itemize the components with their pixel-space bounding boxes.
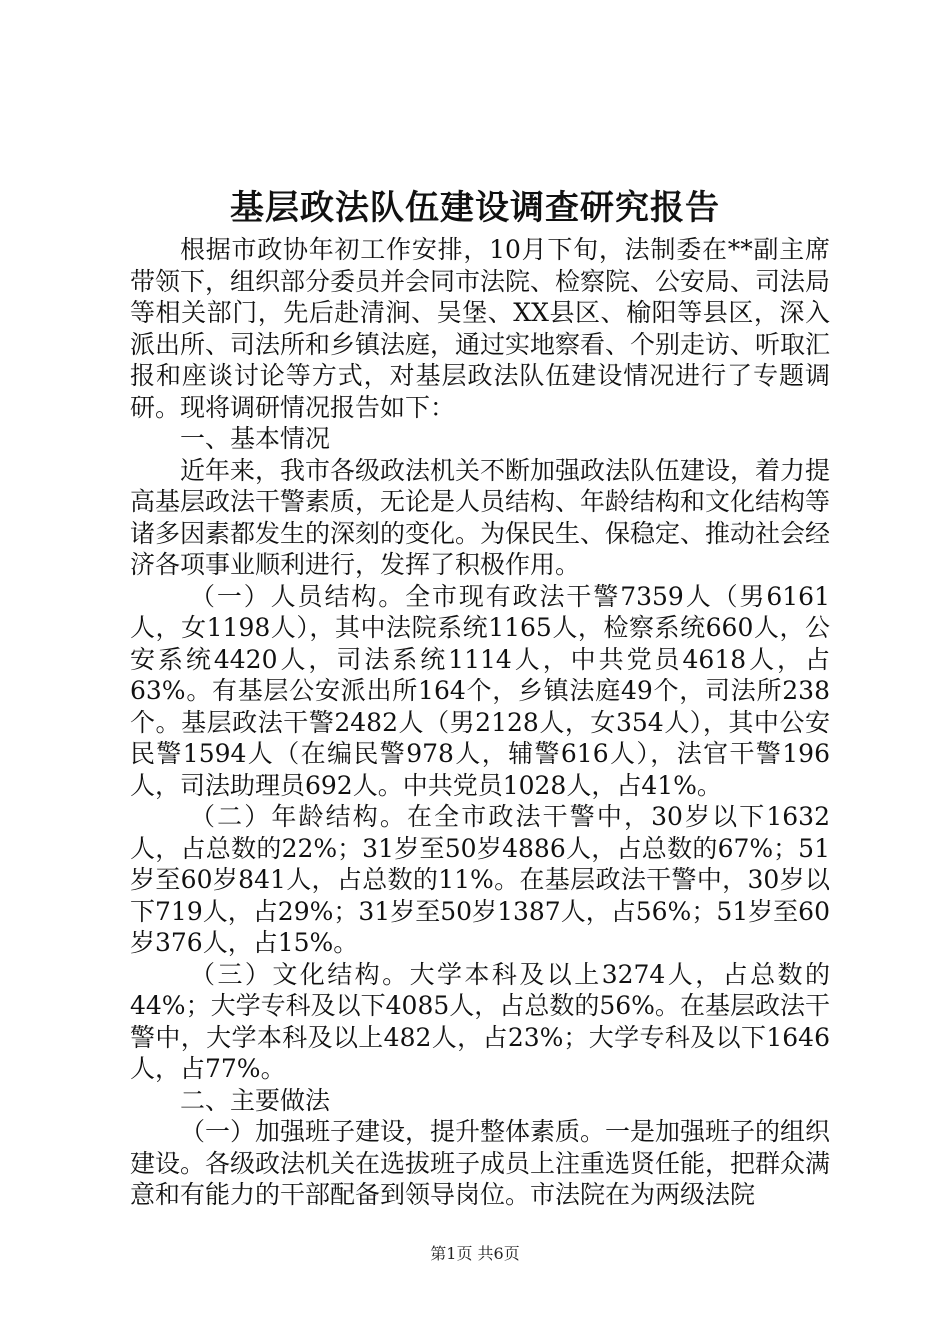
overview-paragraph: 近年来，我市各级政法机关不断加强政法队伍建设，着力提高基层政法干警素质，无论是人员结构、年龄结构和文化结构等诸多因素都发生的深刻的变化。为保民生、保稳定、推动社会经济各项事业顺利进行，发挥了积极作用。: [130, 455, 831, 579]
leadership-building-paragraph: （一）加强班子建设，提升整体素质。一是加强班子的组织建设。各级政法机关在选拔班子成员上注重选贤任能，把群众满意和有能力的干部配备到领导岗位。市法院在为两级法院: [130, 1117, 831, 1209]
document-body: [130, 234, 830, 1211]
section-heading-basic-situation: 一、基本情况: [180, 424, 331, 453]
education-structure-paragraph: （三）文化结构。大学本科及以上3274人，占总数的44%；大学专科及以下4085人，占总数的56%。在基层政法干警中，大学本科及以上482人，占23%；大学专科及以下1646人，占77%。: [130, 959, 830, 1083]
personnel-structure-paragraph: （一）人员结构。全市现有政法干警7359人（男6161人，女1198人），其中法院系统1165人，检察系统660人，公安系统4420人，司法系统1114人，中共党员4618人，占63%。有基层公安派出所164个，乡镇法庭49个，司法所238个。基层政法干警2482人（男2128人，女354人），其中公安民警1594人（在编民警978人，辅警616人），法官干警196人，司法助理员692人。中共党员1028人，占41%。: [130, 581, 830, 800]
age-structure-paragraph: （二）年龄结构。在全市政法干警中，30岁以下1632人，占总数的22%；31岁至50岁4886人，占总数的67%；51岁至60岁841人，占总数的11%。在基层政法干警中，30岁以下719人，占29%；31岁至50岁1387人，占56%；51岁至60岁376人，占15%。: [130, 802, 830, 957]
document-title: 基层政法队伍建设调查研究报告: [230, 188, 720, 228]
intro-paragraph: 根据市政协年初工作安排，10月下旬，法制委在**副主席带领下，组织部分委员并会同市法院、检察院、公安局、司法局等相关部门，先后赴清涧、吴堡、XX县区、榆阳等县区，深入派出所、司法所和乡镇法庭，通过实地察看、个别走访、听取汇报和座谈讨论等方式，对基层政法队伍建设情况进行了专题调研。现将调研情况报告如下：: [130, 235, 831, 422]
page-number-footer: 第1页 共6页: [430, 1244, 520, 1263]
section-heading-main-practices: 二、主要做法: [180, 1085, 331, 1115]
